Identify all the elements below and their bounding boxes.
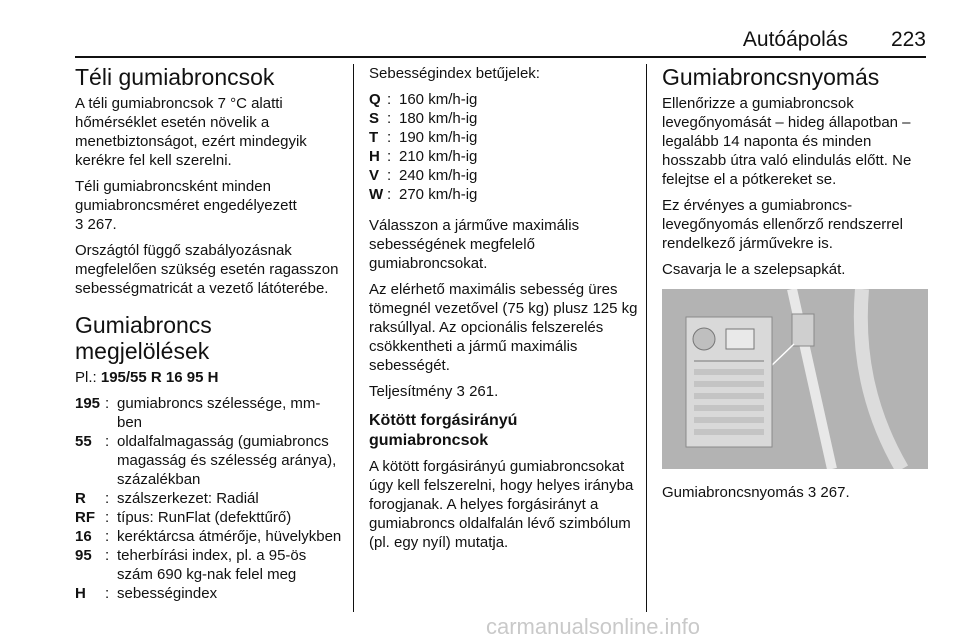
paragraph: Válasszon a járműve maximális sebességének megfelelő gumiabroncsokat. — [369, 217, 580, 272]
speed-index-intro: Sebességindex betűjelek: — [369, 65, 540, 82]
definition-row: RF : típus: RunFlat (defekttűrő) — [75, 509, 292, 526]
heading-directional-tyres: Kötött forgásirányú gumiabroncsok — [369, 412, 518, 449]
ref-icon: 3 — [456, 383, 465, 400]
heading-tyre-pressure: Gumiabroncsnyomás — [662, 64, 880, 90]
paragraph: Téli gumiabroncsként minden gumiabroncsméret engedélyezett 3 267. — [75, 178, 297, 233]
paragraph: Teljesítmény 3 261. — [369, 383, 499, 400]
definition-row: 16 : keréktárcsa átmérője, hüvelykben — [75, 528, 342, 545]
page-header — [0, 0, 960, 58]
header-rule — [75, 56, 926, 58]
speed-row: W : 270 km/h-ig — [369, 186, 478, 203]
speed-row: T : 190 km/h-ig — [369, 129, 478, 146]
speed-row: H : 210 km/h-ig — [369, 148, 478, 165]
speed-row: S : 180 km/h-ig — [369, 110, 478, 127]
definition-row: H : sebességindex — [75, 585, 218, 602]
paragraph: A téli gumiabroncsok 7 °C alatti hőmérséklet esetén növelik a menetbiztonságot, ezért mindegyik kerékre fel kell szerelni. — [75, 95, 307, 169]
page-ref-link[interactable]: 261. — [469, 383, 499, 400]
tyre-pressure-label-illustration — [662, 289, 928, 469]
definition-row: 195 : gumiabroncs szélessége, mm-ben — [75, 395, 321, 431]
figure-caption: Gumiabroncsnyomás 3 267. — [662, 484, 850, 501]
heading-tyre-markings: Gumiabroncs megjelölések — [75, 312, 212, 364]
paragraph: Ellenőrizze a gumiabroncsok levegőnyomását – hideg állapotban – legalább 14 naponta és minden hosszabb útra való elindulás előtt. Ne felejtse el a pótkereket se. — [662, 95, 912, 188]
definition-row: 55 : oldalfalmagasság (gumiabroncs magasság és szélesség aránya), százalékban — [75, 433, 337, 488]
definition-row: 95 : teherbírási index, pl. a 95-ös szám 690 kg-nak felel meg — [75, 547, 307, 583]
ref-icon: 3 — [75, 216, 84, 233]
paragraph: Csavarja le a szelepsapkát. — [662, 261, 846, 278]
example-line: Pl.: 195/55 R 16 95 H — [75, 369, 219, 386]
column-divider-1 — [353, 64, 354, 612]
ref-icon: 3 — [807, 484, 817, 501]
door-pillar-illustration — [662, 289, 928, 469]
marking-definitions — [75, 394, 345, 603]
column-3 — [662, 64, 928, 509]
paragraph: A kötött forgásirányú gumiabroncsokat úgy kell felszerelni, hogy helyes irányba forogjanak. A helyes forgásirányt a gumiabroncs oldalfalán lévő szimbólum (pl. egy nyíl) mutatja. — [369, 458, 634, 551]
watermark: carmanualsonline.info — [486, 614, 701, 639]
speed-row: Q : 160 km/h-ig — [369, 91, 478, 108]
page-number: 223 — [890, 28, 926, 51]
page-ref-link[interactable]: 267. — [87, 216, 117, 233]
paragraph: Az elérhető maximális sebesség üres tömegnél vezetővel (75 kg) plusz 125 kg raksúllyal. Az opcionális felszerelés csökkentheti a jármű maximális sebességét. — [369, 281, 638, 374]
paragraph: Országtól függő szabályozásnak megfelelően szükség esetén ragasszon sebességmatricát a vezető látóterébe. — [75, 242, 339, 297]
speed-row: V : 240 km/h-ig — [369, 167, 478, 184]
speed-index-list — [369, 90, 639, 204]
column-1 — [75, 64, 345, 603]
section-title: Autóápolás — [742, 28, 848, 51]
column-2 — [369, 64, 639, 559]
heading-winter-tyres: Téli gumiabroncsok — [75, 64, 275, 90]
page-ref-link[interactable]: 267. — [820, 484, 850, 501]
paragraph: Ez érvényes a gumiabroncs-levegőnyomás ellenőrző rendszerrel rendelkező járművekre is. — [662, 197, 903, 252]
column-divider-2 — [646, 64, 647, 612]
definition-row: R : szálszerkezet: Radiál — [75, 490, 259, 507]
